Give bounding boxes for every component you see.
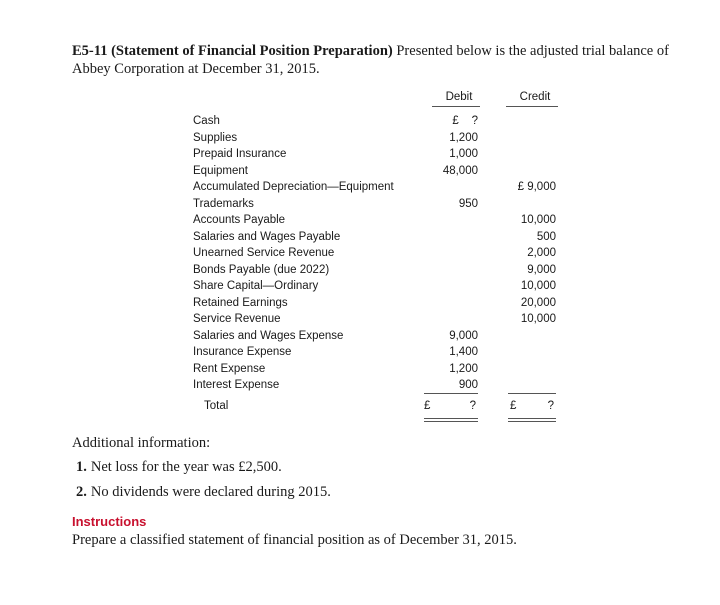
item-number: 1. [76,459,87,475]
debit-value [420,278,478,295]
credit-double-rule-bottom [508,421,556,422]
credit-value [500,344,556,361]
credit-value [500,196,556,213]
debit-total-value: ? [469,400,476,412]
credit-header-rule [506,106,558,107]
credit-value: 9,000 [527,263,556,276]
account-name: Trademarks [193,197,254,210]
account-name: Salaries and Wages Expense [193,329,344,342]
account-list [193,113,394,394]
account-name: Bonds Payable (due 2022) [193,263,330,276]
account-name: Insurance Expense [193,346,292,358]
debit-value [420,295,478,312]
debit-value [420,262,478,279]
debit-value: 9,000 [449,329,478,342]
additional-item [76,483,331,508]
debit-value [420,212,478,229]
debit-total-rule [424,393,478,394]
account-name: Service Revenue [193,313,281,325]
debit-double-rule-bottom [424,421,478,422]
additional-item [76,458,331,483]
credit-total-currency: £ [510,400,517,412]
debit-value [420,311,478,328]
credit-value [500,113,556,130]
total-label: Total [204,400,229,412]
debit-value: 1,200 [449,131,478,144]
credit-value: 2,000 [527,247,556,259]
account-name: Share Capital—Ordinary [193,280,319,292]
credit-value: 10,000 [520,280,556,292]
debit-value: 950 [458,197,478,210]
account-name: Accumulated Depreciation—Equipment [193,181,394,193]
credit-value: £ 9,000 [517,181,556,193]
credit-value [500,130,556,147]
credit-value [500,163,556,180]
account-name: Retained Earnings [193,296,288,309]
credit-total-rule [508,393,556,394]
credit-value [500,328,556,345]
item-text: No dividends were declared during 2015. [90,484,331,500]
account-name: Equipment [193,164,248,177]
debit-header-rule [432,106,480,107]
debit-total-currency: £ [424,400,431,412]
debit-value: 900 [458,379,478,391]
credit-value: 500 [536,230,556,243]
account-name: Supplies [193,131,238,144]
credit-value [500,361,556,378]
instructions-text: Prepare a classified statement of financial position as of December 31, 2015. [72,532,517,548]
item-number: 2. [76,484,87,500]
debit-value: 1,400 [449,346,478,358]
account-name: Unearned Service Revenue [193,247,335,259]
problem-description: Presented below is the adjusted trial balance of Abbey Corporation at December 31, 2015. [72,43,669,77]
account-name: Interest Expense [193,379,280,391]
credit-value: 10,000 [520,214,556,226]
account-name: Accounts Payable [193,214,286,226]
account-name: Prepaid Insurance [193,148,287,160]
credit-value [500,377,556,394]
item-text: Net loss for the year was £2,500. [90,459,282,475]
debit-value [420,229,478,246]
debit-double-rule-top [424,418,478,419]
problem-title: E5-11 (Statement of Financial Position Preparation) [72,43,393,59]
account-name: Rent Expense [193,362,266,375]
debit-value [420,179,478,196]
account-name: Salaries and Wages Payable [193,230,341,243]
debit-value: 1,200 [449,362,478,375]
debit-value: 1,000 [449,148,478,160]
credit-double-rule-top [508,418,556,419]
instructions-heading: Instructions [72,514,147,529]
credit-total-value: ? [547,400,554,412]
debit-value: £ ? [452,115,478,127]
debit-value [420,245,478,262]
credit-header: Credit [519,91,551,103]
additional-heading: Additional information: [72,435,211,451]
debit-column [420,113,478,394]
credit-value: 10,000 [520,313,556,325]
credit-value [500,146,556,163]
credit-value: 20,000 [520,296,556,309]
additional-list [76,458,331,508]
debit-header: Debit [445,91,473,103]
debit-value: 48,000 [442,164,478,177]
credit-column [500,113,556,394]
account-name: Cash [193,115,220,127]
